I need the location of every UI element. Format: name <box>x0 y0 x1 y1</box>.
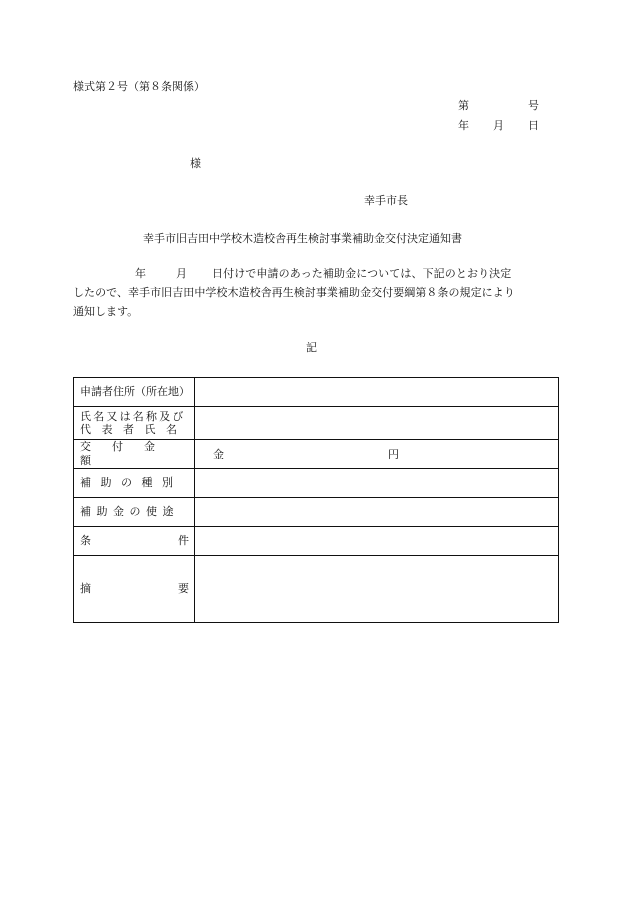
table-row <box>74 498 559 527</box>
body-year: 年 <box>135 267 146 280</box>
subsidy-use-value <box>195 498 559 527</box>
doc-no-prefix: 第 <box>458 99 469 112</box>
sender: 幸手市長 <box>364 194 408 207</box>
remarks-value <box>195 556 559 623</box>
applicant-name-label-line1: 氏名又は名称及び <box>80 410 186 423</box>
application-table <box>73 377 559 623</box>
amount-en: 円 <box>388 448 399 461</box>
subsidy-use-label: 補助金の使途 <box>74 498 195 527</box>
date-year: 年 <box>458 119 469 132</box>
applicant-name-label-line2: 代表者氏名 <box>80 423 188 436</box>
applicant-address-value <box>195 378 559 407</box>
ki-heading: 記 <box>306 341 317 354</box>
amount-kin: 金 <box>213 448 224 461</box>
table-row <box>74 527 559 556</box>
date-day: 日 <box>528 119 539 132</box>
doc-no-suffix: 号 <box>528 99 539 112</box>
subsidy-type-label: 補助の種別 <box>74 469 195 498</box>
recipient-honorific: 様 <box>190 157 201 170</box>
body-line1-text: 日付けで申請のあった補助金については、下記のとおり決定 <box>212 267 512 280</box>
body-month: 月 <box>176 267 187 280</box>
applicant-name-label <box>74 407 195 440</box>
remarks-label: 摘 要 <box>74 556 195 623</box>
grant-amount-label: 交付金額 <box>74 440 195 469</box>
applicant-name-value <box>195 407 559 440</box>
table-row <box>74 556 559 623</box>
body-line3: 通知します。 <box>73 305 139 318</box>
conditions-value <box>195 527 559 556</box>
form-number: 様式第２号（第８条関係） <box>73 80 205 93</box>
body-line2: したので、幸手市旧吉田中学校木造校舎再生検討事業補助金交付要綱第８条の規定により <box>73 286 515 299</box>
grant-amount-value <box>195 440 559 469</box>
conditions-label: 条 件 <box>74 527 195 556</box>
document-title: 幸手市旧吉田中学校木造校舎再生検討事業補助金交付決定通知書 <box>143 232 462 245</box>
applicant-address-label: 申請者住所（所在地） <box>74 378 195 407</box>
table-row <box>74 440 559 469</box>
subsidy-type-value <box>195 469 559 498</box>
table-row <box>74 469 559 498</box>
table-row <box>74 378 559 407</box>
table-row <box>74 407 559 440</box>
date-month: 月 <box>493 119 504 132</box>
